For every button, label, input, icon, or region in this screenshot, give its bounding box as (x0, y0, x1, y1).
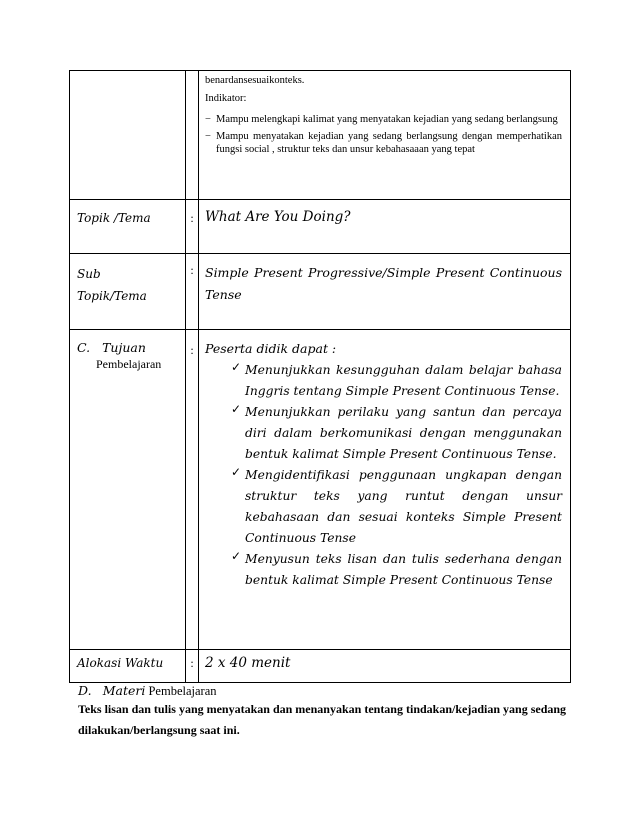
list-item: ✓ Mengidentifikasi penggunaan ungkapan dengan struktur teks yang runtut dengan unsur kebahasaan dan sesuai konteks Simple Present Continuous Tense (231, 465, 562, 549)
materi-body: Teks lisan dan tulis yang menyatakan dan menanyakan tentang tindakan/kejadian yang sedang dilakukan/berlangsung saat ini. (78, 702, 567, 737)
tujuan-list (231, 360, 562, 591)
indicators-block (205, 74, 562, 156)
list-item: ✓ Menyusun teks lisan dan tulis sederhana dengan bentuk kalimat Simple Present Continuous Tense (231, 549, 562, 591)
row-topik (70, 200, 571, 254)
subtopik-label-line2: Topik/Tema (77, 289, 147, 303)
indicator-item: − Mampu melengkapi kalimat yang menyatakan kejadian yang sedang berlangsung (205, 114, 558, 125)
row-alokasi (70, 650, 571, 683)
check-icon: ✓ (231, 549, 242, 563)
materi-heading-rest: Pembelajaran (148, 684, 217, 698)
alokasi-value: 2 x 40 menit (199, 650, 571, 683)
row-continued-indicators (70, 71, 571, 200)
list-item: ✓ Menunjukkan kesungguhan dalam belajar bahasa Inggris tentang Simple Present Continuous Tense. (231, 360, 562, 402)
subtopik-value: Simple Present Progressive/Simple Present Continuous Tense (199, 254, 571, 330)
topik-label: Topik /Tema (70, 200, 186, 254)
tujuan-label-line1: Tujuan (102, 340, 146, 355)
materi-letter: D. (78, 683, 92, 698)
subtopik-label-line1: Sub (77, 267, 101, 281)
subtopik-colon: : (186, 254, 199, 330)
continued-text: benardansesuaikonteks. (205, 75, 305, 86)
row-tujuan (70, 330, 571, 650)
materi-heading-hand: Materi (102, 683, 146, 698)
alokasi-label: Alokasi Waktu (70, 650, 186, 683)
tujuan-label-line2: Pembelajaran (96, 357, 162, 371)
topik-value: What Are You Doing? (199, 200, 571, 254)
check-icon: ✓ (231, 465, 242, 479)
list-item: ✓ Menunjukkan perilaku yang santun dan percaya diri dalam berkomunikasi dengan menggunakan bentuk kalimat Simple Present Continuous Tense. (231, 402, 562, 465)
tujuan-letter: C. (77, 340, 91, 355)
materi-heading (78, 683, 217, 699)
indicator-item: − Mampu menyatakan kejadian yang sedang berlangsung dengan memperhatikan fungsi social , struktur teks dan unsur kebahasaaan yang tepat (205, 131, 562, 155)
lesson-plan-table (69, 70, 571, 683)
row-subtopik (70, 254, 571, 330)
tujuan-intro: Peserta didik dapat : (205, 341, 337, 356)
check-icon: ✓ (231, 402, 242, 416)
topik-colon: : (186, 200, 199, 254)
indikator-label: Indikator: (205, 93, 247, 104)
tujuan-colon: : (186, 330, 199, 650)
check-icon: ✓ (231, 360, 242, 374)
alokasi-colon: : (186, 650, 199, 683)
